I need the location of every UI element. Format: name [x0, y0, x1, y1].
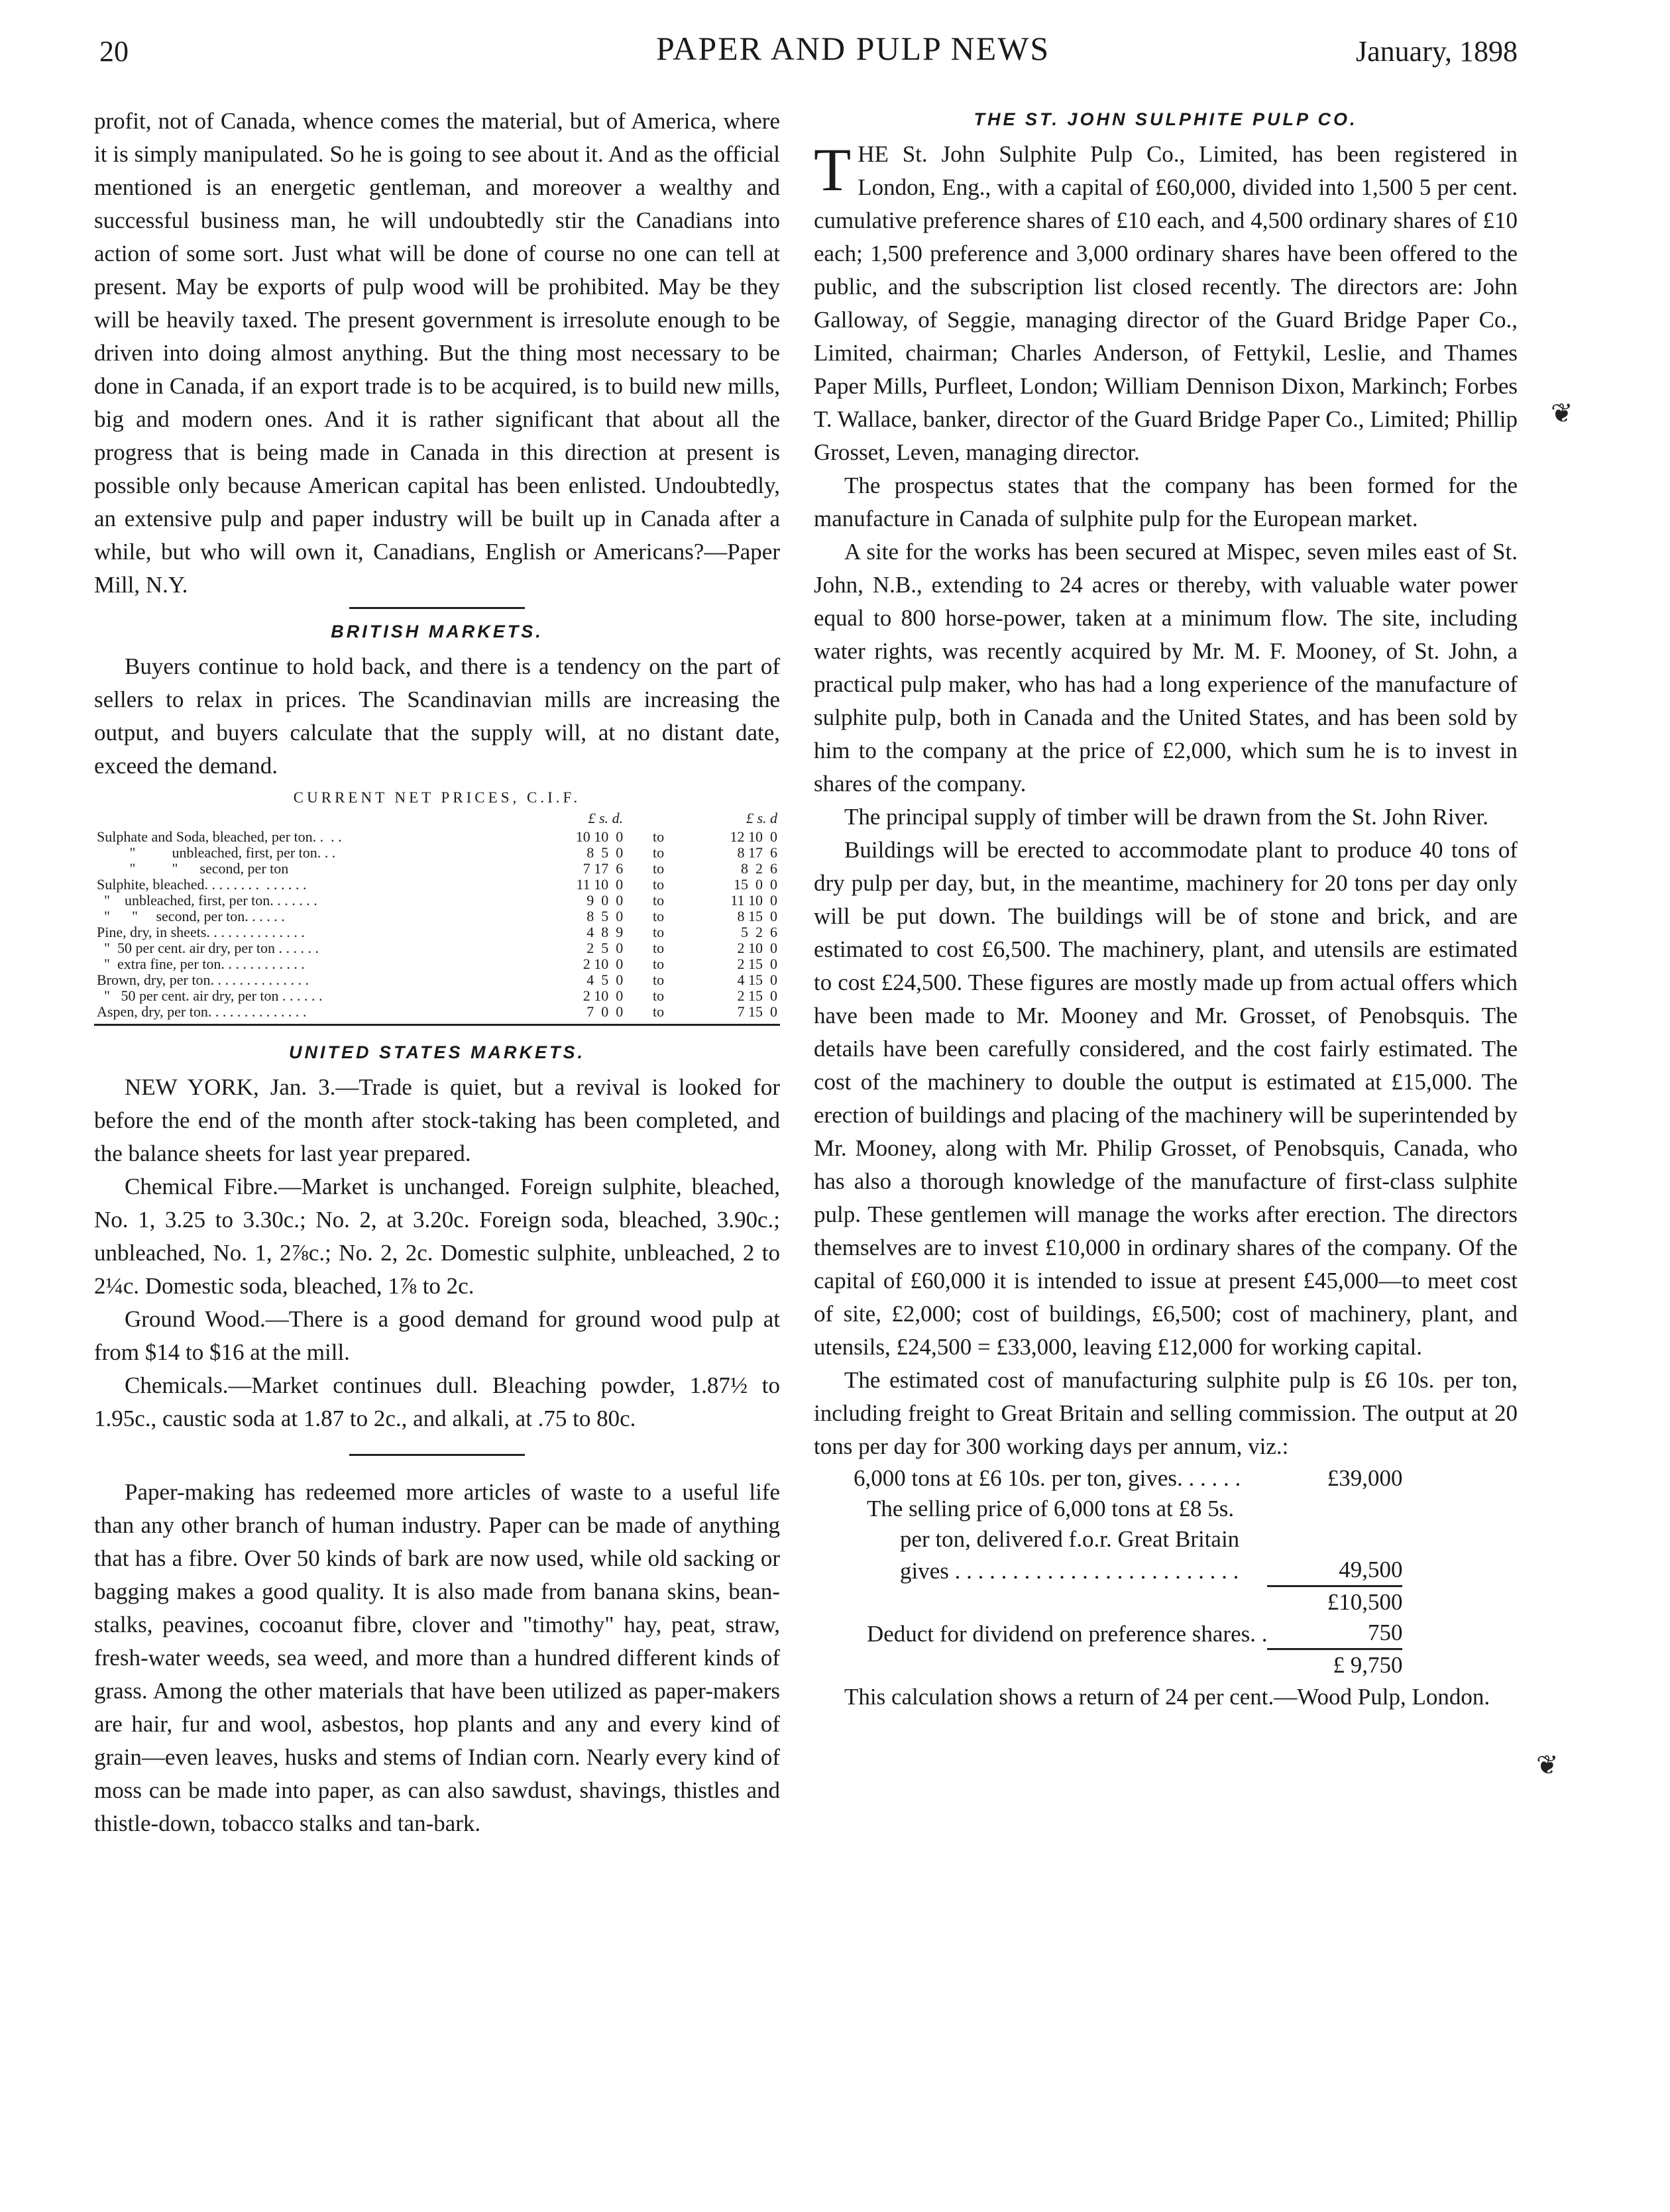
us-markets-heading: UNITED STATES MARKETS.	[288, 1042, 585, 1062]
price-cell-sep: to	[653, 924, 665, 940]
price-cell-from: 4 5 0	[586, 971, 624, 988]
price-row	[94, 861, 780, 877]
price-cell-to: 5 2 6	[741, 924, 777, 940]
calc-row	[854, 1586, 1402, 1618]
calc-amount: £ 9,750	[1333, 1652, 1403, 1678]
right-column	[814, 105, 1518, 1714]
price-cell-sep: to	[653, 844, 665, 861]
calc-label: gives . . . . . . . . . . . . . . . . . . . . . . . . .	[900, 1557, 1239, 1584]
us-paragraph: Chemical Fibre.—Market is unchanged. Foreign sulphite, bleached, No. 1, 3.25 to 3.30c.; No. 2, at 3.20c. Foreign soda, bleached, 3.90c.; unbleached, No. 1, 2⅞c.; No. 2, 2c. Domestic sulphite, unbleached, 2 to 2¼c. Domestic soda, bleached, 1⅞ to 2c.	[94, 1174, 780, 1299]
calc-amount: £10,500	[1327, 1589, 1403, 1615]
price-cell-from: 2 10 0	[583, 987, 624, 1004]
price-cell-from: 8 5 0	[586, 844, 624, 861]
price-cell-to: 11 10 0	[730, 892, 777, 909]
calc-row	[854, 1524, 1402, 1555]
us-paragraph: Ground Wood.—There is a good demand for ground wood pulp at from $14 to $16 at the mill.	[94, 1306, 780, 1365]
calc-row	[854, 1463, 1402, 1494]
price-cell-to: 7 15 0	[691, 1004, 780, 1025]
price-cell-sep: to	[653, 987, 665, 1004]
price-cell-to: 8 15 0	[737, 908, 777, 924]
price-cell-sep: to	[653, 971, 665, 988]
price-cell-sep: to	[653, 876, 665, 893]
price-cell-to: 4 15 0	[737, 971, 777, 988]
calc-amount	[1267, 1494, 1402, 1524]
first-paragraph	[814, 138, 1518, 469]
british-markets-paragraph: Buyers continue to hold back, and there is a tendency on the part of sellers to relax in prices. The Scandinavian mills are increasing the output, and buyers calculate that the supply will, at no distant date, exceed the demand.	[94, 653, 780, 779]
price-cell-item: Brown, dry, per ton. . . . . . . . . . . . . .	[97, 971, 309, 988]
british-markets-heading: BRITISH MARKETS.	[331, 622, 543, 641]
price-row	[94, 956, 780, 972]
price-row	[94, 909, 780, 924]
price-cell-from: 2 10 0	[583, 956, 624, 972]
price-row	[94, 893, 780, 909]
section-divider	[349, 607, 525, 609]
price-cell-to: 15 0 0	[734, 876, 777, 893]
price-cell-from: 11 10 0	[576, 876, 624, 893]
price-cell-sep: to	[626, 1004, 691, 1025]
price-row	[94, 940, 780, 956]
price-row	[94, 988, 780, 1004]
left-column	[94, 105, 780, 1840]
margin-speck: ❦	[1551, 398, 1573, 428]
calc-row	[854, 1649, 1402, 1681]
calc-amount: £39,000	[1327, 1465, 1403, 1491]
price-cell-item: " " second, per ton	[97, 860, 289, 877]
page-number: 20	[99, 35, 129, 68]
price-row	[94, 845, 780, 861]
price-cell-from: 7 0 0	[540, 1004, 626, 1025]
price-cell-sep: to	[653, 956, 665, 972]
article-paragraph: A site for the works has been secured at Mispec, seven miles east of St. John, N.B., extending to 24 acres or thereby, with valuable water power equal to 800 horse-power, taken at a minimum flow. The site, including water rights, was recently acquired by Mr. M. F. Mooney, of St. John, a practical pulp maker, who has had a long experience of the manufacture of sulphite pulp, both in Canada and the United States, and has been sold by him to the company at the price of £2,000, which sum he is to invest in shares of the company.	[814, 539, 1518, 797]
price-cell-to: 12 10 0	[730, 828, 777, 845]
price-row	[94, 924, 780, 940]
us-paragraph: NEW YORK, Jan. 3.—Trade is quiet, but a revival is looked for before the end of the month after stock-taking has been completed, and the balance sheets for last year prepared.	[94, 1074, 780, 1166]
article-paragraph: The principal supply of timber will be drawn from the St. John River.	[844, 804, 1489, 830]
calc-row	[854, 1618, 1402, 1649]
price-cell-from: 7 17 6	[583, 860, 624, 877]
article-paragraph: Buildings will be erected to accommodate plant to produce 40 tons of dry pulp per day, but, in the meantime, machinery for 20 tons per day only will be put down. The buildings will be of stone and brick, and are estimated to cost £6,500. The machinery, plant, and utensils are estimated to cost £24,500. These figures are mostly made up from actual offers which have been made to Mr. Mooney and Mr. Grosset, of Penobsquis. The details have been carefully considered, and the cost fairly estimated. The cost of the machinery to double the output is estimated at £15,000. The erection of buildings and placing of the machinery will be superintended by Mr. Mooney, along with Mr. Philip Grosset, of Penobsquis, Canada, who has also a thorough knowledge of the manufacture of first-class sulphite pulp. These gentlemen will manage the works after erection. The directors themselves are to invest £10,000 in ordinary shares of the company. Of the capital of £60,000 it is intended to issue at present £45,000—to meet cost of site, £2,000; cost of buildings, £6,500; cost of machinery, plant, and utensils, £24,500 = £33,000, leaving £12,000 for working capital.	[814, 837, 1518, 1360]
price-cell-to: 8 17 6	[737, 844, 777, 861]
first-paragraph-text: HE St. John Sulphite Pulp Co., Limited, has been registered in London, Eng., with a capital of £60,000, divided into 1,500 5 per cent. cumulative preference shares of £10 each, and 4,500 ordinary shares of £10 each; 1,500 preference and 3,000 ordinary shares have been offered to the public, and the subscription list closed recently. The directors are: John Galloway, of Seggie, managing director of the Guard Bridge Paper Co., Limited, chairman; Charles Anderson, of Fettykil, Leslie, and Thames Paper Mills, Purfleet, London; William Dennison Dixon, Markinch; Forbes T. Wallace, banker, director of the Guard Bridge Paper Co., Limited; Phillip Grosset, Leven, managing director.	[814, 141, 1518, 465]
price-cell-item: " " second, per ton. . . . . .	[97, 908, 285, 924]
price-cell-item: Sulphite, bleached. . . . . . . . . . . . . .	[97, 876, 307, 893]
price-cell-sep: to	[653, 860, 665, 877]
units-from: £ s. d.	[588, 810, 624, 826]
calc-amount: 750	[1267, 1618, 1402, 1649]
price-cell-to: 8 2 6	[741, 860, 777, 877]
price-cell-sep: to	[653, 828, 665, 845]
price-cell-from: 2 5 0	[586, 940, 624, 956]
margin-speck: ❦	[1536, 1750, 1559, 1780]
price-cell-from: 8 5 0	[586, 908, 624, 924]
calc-label: per ton, delivered f.o.r. Great Britain	[900, 1526, 1240, 1552]
price-cell-from: 10 10 0	[575, 828, 624, 845]
units-to: £ s. d	[746, 810, 777, 826]
price-cell-item: Sulphate and Soda, bleached, per ton. . . .	[97, 828, 342, 845]
price-cell-item: " extra fine, per ton. . . . . . . . . . . .	[97, 956, 305, 972]
prices-table-title: CURRENT NET PRICES, C.I.F.	[293, 789, 581, 806]
price-cell-item: " unbleached, first, per ton. . . . . . .	[97, 892, 317, 909]
price-row	[94, 877, 780, 893]
price-cell-to: 2 10 0	[737, 940, 777, 956]
price-row	[94, 829, 780, 845]
section-divider	[349, 1454, 525, 1456]
article-paragraph: The estimated cost of manufacturing sulphite pulp is £6 10s. per ton, including freight to Great Britain and selling commission. The output at 20 tons per day for 300 working days per annum, viz.:	[814, 1367, 1518, 1459]
price-row	[94, 972, 780, 988]
price-cell-from: 4 8 9	[586, 924, 624, 940]
us-paragraph: Chemicals.—Market continues dull. Bleaching powder, 1.87½ to 1.95c., caustic soda at 1.87 to 2c., and alkali, at .75 to 80c.	[94, 1372, 780, 1431]
calc-label: The selling price of 6,000 tons at £8 5s.	[867, 1496, 1235, 1521]
price-cell-sep: to	[653, 892, 665, 909]
price-cell-sep: to	[653, 908, 665, 924]
intro-paragraph: profit, not of Canada, whence comes the material, but of America, where it is simply manipulated. So he is going to see about it. And as the official mentioned is an energetic gentleman, and moreover a wealthy and successful business man, he will undoubtedly stir the Canadians into action of some sort. Just what will be done of course no one can tell at present. May be exports of pulp wood will be prohibited. May be they will be heavily taxed. The present government is irresolute enough to be driven into doing almost anything. But the thing most necessary to be done in Canada, if an export trade is to be acquired, is to build new mills, big and modern ones. And it is rather significant that about all the progress that is being made in Canada in this direction at present is possible only because American capital has been enlisted. Undoubtedly, an extensive pulp and paper industry will be built up in Canada after a while, but who will own it, Canadians, English or Americans?—Paper Mill, N.Y.	[94, 108, 780, 598]
price-cell-item: Aspen, dry, per ton. . . . . . . . . . . . . .	[94, 1004, 540, 1025]
calc-label	[854, 1586, 1267, 1618]
article-paragraph: The prospectus states that the company has been formed for the manufacture in Canada of sulphite pulp for the European market.	[814, 472, 1518, 531]
calc-label: 6,000 tons at £6 10s. per ton, gives. . . . . .	[854, 1465, 1241, 1491]
price-cell-item: " 50 per cent. air dry, per ton . . . . . .	[97, 987, 323, 1004]
calc-label: Deduct for dividend on preference shares. .	[867, 1620, 1268, 1647]
calc-amount	[1267, 1524, 1402, 1555]
page-header	[99, 29, 1518, 82]
price-row	[94, 1004, 780, 1025]
issue-date: January, 1898	[1356, 35, 1518, 68]
calc-label	[854, 1649, 1267, 1681]
calc-row	[854, 1494, 1402, 1524]
prices-table	[94, 810, 780, 1026]
masthead: PAPER AND PULP NEWS	[656, 30, 1050, 67]
price-cell-sep: to	[653, 940, 665, 956]
prices-units-row	[94, 810, 780, 829]
calc-row	[854, 1555, 1402, 1586]
closing-paragraph: This calculation shows a return of 24 per cent.—Wood Pulp, London.	[844, 1684, 1490, 1710]
price-cell-item: " unbleached, first, per ton. . .	[97, 844, 336, 861]
drop-cap: T	[814, 136, 852, 203]
price-cell-from: 9 0 0	[586, 892, 624, 909]
calc-amount: 49,500	[1267, 1555, 1402, 1586]
calculation-table	[854, 1463, 1402, 1681]
waste-paragraph: Paper-making has redeemed more articles of waste to a useful life than any other branch of human industry. Paper can be made of anything that has a fibre. Over 50 kinds of bark are now used, while old sacking or bagging makes a good quality. It is also made from banana skins, bean-stalks, peavines, cocoanut fibre, clover and "timothy" hay, peat, straw, fresh-water weeds, sea weed, and more than a hundred different kinds of grass. Among the other materials that have been utilized as paper-makers are hair, fur and wool, asbestos, hop plants and any and every kind of grain—even leaves, husks and stems of Indian corn. Nearly every kind of moss can be made into paper, as can also sawdust, shavings, thistles and thistle-down, tobacco stalks and tan-bark.	[94, 1479, 780, 1836]
article-heading: THE ST. JOHN SULPHITE PULP CO.	[974, 109, 1358, 129]
price-cell-item: " 50 per cent. air dry, per ton . . . . . .	[97, 940, 319, 956]
price-cell-to: 2 15 0	[737, 987, 777, 1004]
price-cell-item: Pine, dry, in sheets. . . . . . . . . . . . . .	[97, 924, 305, 940]
price-cell-to: 2 15 0	[737, 956, 777, 972]
